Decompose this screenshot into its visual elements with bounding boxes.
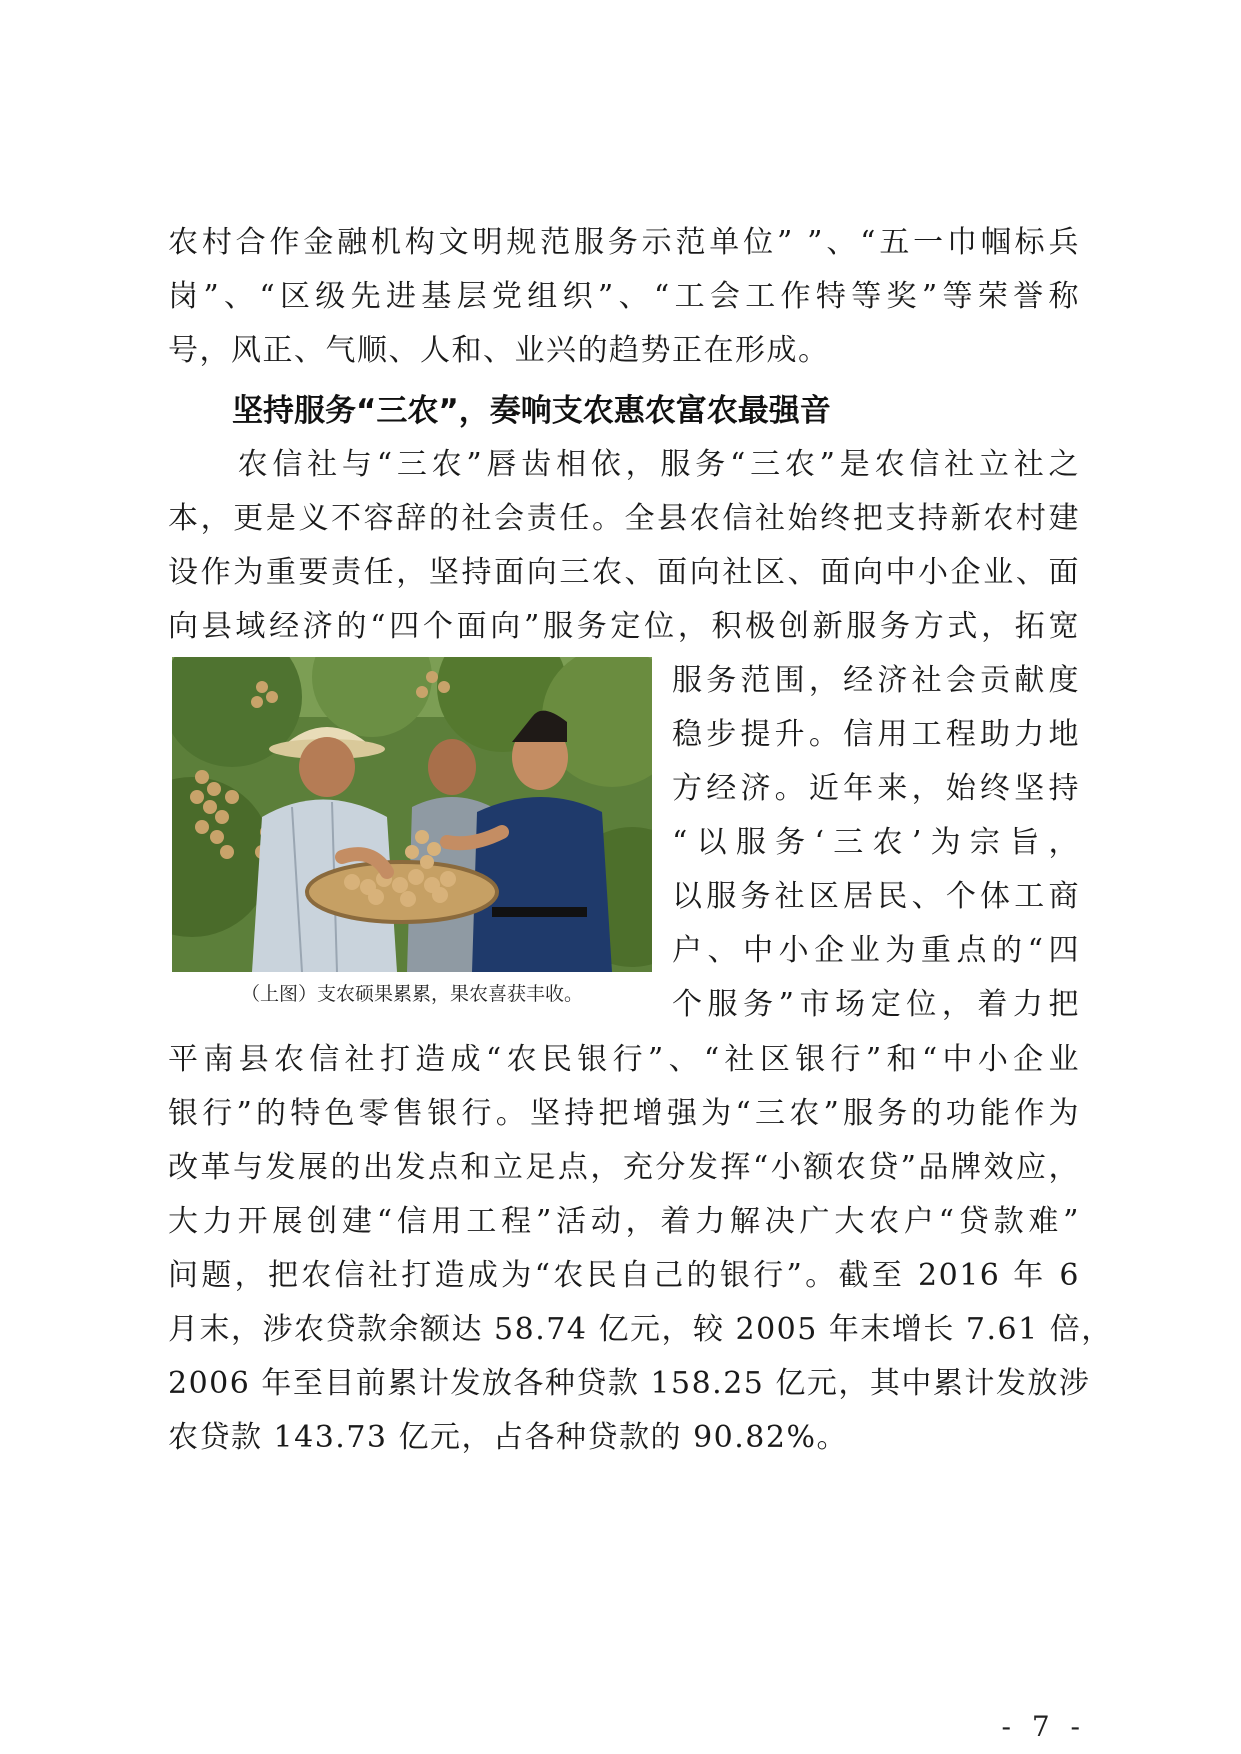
text-line: 户、中小企业为重点的“四 (672, 933, 1080, 968)
section-heading: 坚持服务“三农”，奏响支农惠农富农最强音 (232, 393, 831, 429)
text-line: 方经济。近年来，始终坚持 (672, 771, 1080, 806)
text-line: “以服务‘三农’为宗旨， (672, 825, 1080, 860)
text-line: 农村合作金融机构文明规范服务示范单位” ”、“五一巾帼标兵 (168, 225, 1080, 260)
farmers-photo (172, 657, 652, 972)
paragraph-top (168, 216, 1080, 378)
text-line: 号，风正、气顺、人和、业兴的趋势正在形成。 (168, 333, 830, 368)
text-line: 个服务”市场定位，着力把 (672, 987, 1080, 1022)
text-line: 大力开展创建“信用工程”活动，着力解决广大农户“贷款难” (168, 1204, 1080, 1239)
text-line: 向县域经济的“四个面向”服务定位，积极创新服务方式，拓宽 (168, 609, 1080, 644)
text-line: 改革与发展的出发点和立足点，充分发挥“小额农贷”品牌效应， (168, 1150, 1080, 1185)
text-line: 岗”、“区级先进基层党组织”、“工会工作特等奖”等荣誉称 (168, 279, 1080, 314)
text-line: 稳步提升。信用工程助力地 (672, 717, 1080, 752)
text-line: 平南县农信社打造成“农民银行”、“社区银行”和“中小企业 (168, 1042, 1080, 1077)
text-line: 以服务社区居民、个体工商 (672, 879, 1080, 914)
text-line: 本，更是义不容辞的社会责任。全县农信社始终把支持新农村建 (168, 501, 1080, 536)
paragraph-wrap (672, 654, 1080, 1032)
figure-caption: （上图）支农硕果累累，果农喜获丰收。 (240, 983, 583, 1005)
text-line: 农信社与“三农”唇齿相依，服务“三农”是农信社立社之 (168, 447, 1080, 482)
text-line: 农贷款 143.73 亿元，占各种贷款的 90.82%。 (168, 1420, 848, 1455)
paragraph-main (168, 438, 1080, 654)
text-line: 设作为重要责任，坚持面向三农、面向社区、面向中小企业、面 (168, 555, 1080, 590)
page-number: - 7 - (1001, 1710, 1086, 1743)
text-line: 银行”的特色零售银行。坚持把增强为“三农”服务的功能作为 (168, 1096, 1080, 1131)
text-line: 问题，把农信社打造成为“农民自己的银行”。截至 2016 年 6 (168, 1258, 1080, 1293)
text-line: 服务范围，经济社会贡献度 (672, 663, 1080, 698)
text-line: 2006 年至目前累计发放各种贷款 158.25 亿元，其中累计发放涉 (168, 1366, 1091, 1401)
paragraph-bottom (168, 1033, 1113, 1465)
text-line: 月末，涉农贷款余额达 58.74 亿元，较 2005 年末增长 7.61 倍， (168, 1312, 1113, 1347)
